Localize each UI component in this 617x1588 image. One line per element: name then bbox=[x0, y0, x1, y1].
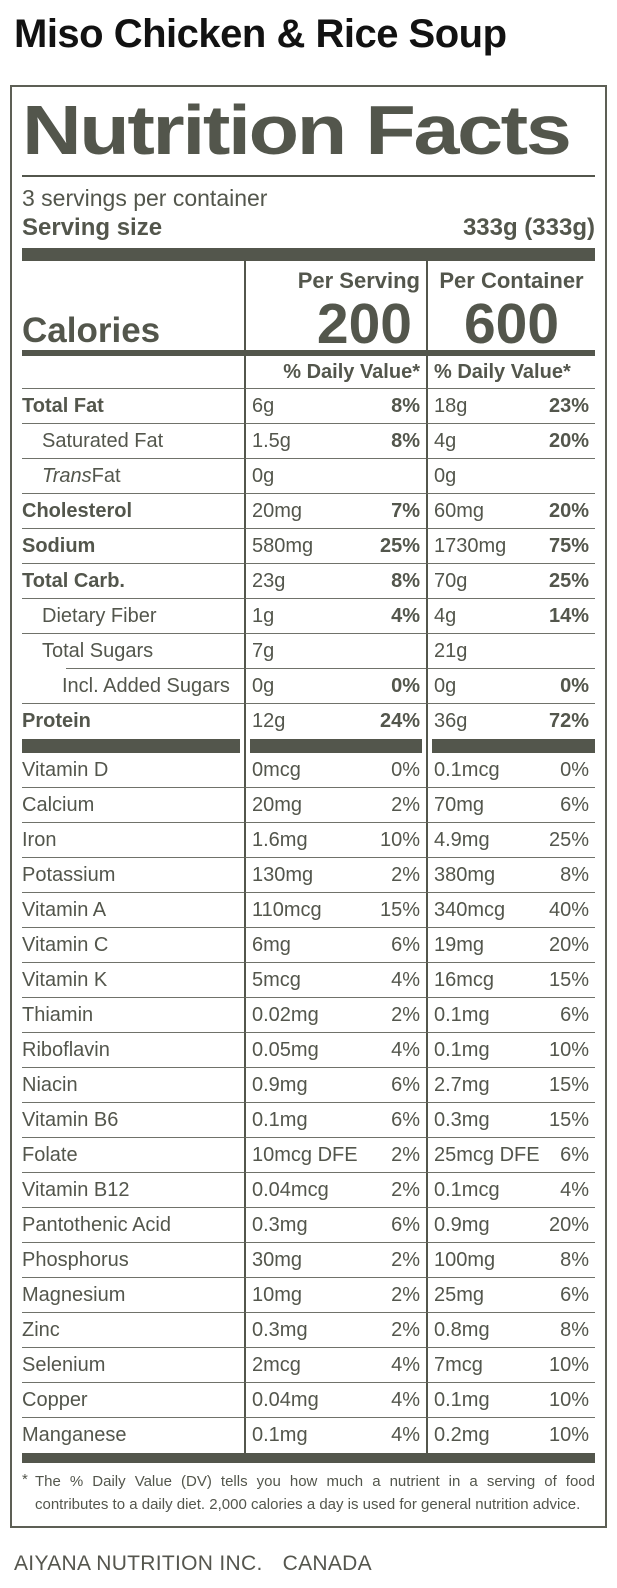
serving-size-value: 333g (333g) bbox=[462, 214, 595, 241]
per-serving-value-cell bbox=[244, 858, 426, 893]
per-serving-daily-value: 4% bbox=[391, 1353, 420, 1376]
per-serving-daily-value: 8% bbox=[391, 569, 420, 592]
nutrient-label: Calcium bbox=[22, 788, 244, 823]
per-serving-value-cell bbox=[244, 1383, 426, 1418]
per-serving-header: Per Serving bbox=[244, 261, 426, 296]
per-serving-amount: 580mg bbox=[252, 534, 314, 557]
per-container-daily-value: 0% bbox=[560, 758, 589, 781]
per-serving-daily-value: 2% bbox=[391, 793, 420, 816]
per-container-value-cell bbox=[426, 704, 595, 739]
nutrition-facts-heading: Nutrition Facts bbox=[22, 91, 570, 169]
per-serving-daily-value: 4% bbox=[391, 1038, 420, 1061]
per-container-amount: 0.8mg bbox=[434, 1318, 490, 1341]
per-container-amount: 0.1mg bbox=[434, 1038, 490, 1061]
per-container-daily-value: 25% bbox=[548, 569, 589, 592]
nutrient-label: Total Fat bbox=[22, 389, 244, 424]
per-serving-daily-value: 6% bbox=[391, 1108, 420, 1131]
per-serving-daily-value: 0% bbox=[391, 758, 420, 781]
nutrient-label: Iron bbox=[22, 823, 244, 858]
nutrient-label: Dietary Fiber bbox=[22, 599, 244, 634]
per-container-value-cell bbox=[426, 1278, 595, 1313]
per-serving-value-cell bbox=[244, 1348, 426, 1383]
per-serving-value-cell bbox=[244, 928, 426, 963]
per-container-amount: 4g bbox=[434, 429, 457, 452]
per-serving-value-cell bbox=[244, 424, 426, 459]
per-container-value-cell bbox=[426, 564, 595, 599]
nutrient-label: Cholesterol bbox=[22, 494, 244, 529]
per-container-amount: 7mcg bbox=[434, 1353, 483, 1376]
per-container-value-cell bbox=[426, 1383, 595, 1418]
per-container-daily-value: 10% bbox=[548, 1038, 589, 1061]
nutrient-label: Vitamin B6 bbox=[22, 1103, 244, 1138]
nutrient-label: Niacin bbox=[22, 1068, 244, 1103]
per-container-value-cell bbox=[426, 1138, 595, 1173]
per-serving-daily-value: 4% bbox=[391, 1424, 420, 1446]
nutrient-label: Potassium bbox=[22, 858, 244, 893]
calories-label-cell bbox=[22, 296, 244, 356]
per-container-value-cell bbox=[426, 1208, 595, 1243]
per-container-amount: 70mg bbox=[434, 793, 485, 816]
nutrient-label: Protein bbox=[22, 710, 91, 732]
per-container-daily-value: 8% bbox=[560, 1318, 589, 1341]
nutrient-label: Vitamin B12 bbox=[22, 1173, 244, 1208]
spacer-cell bbox=[22, 356, 244, 389]
per-serving-amount: 1.6mg bbox=[252, 828, 308, 851]
per-container-daily-value: 15% bbox=[548, 1073, 589, 1096]
per-container-amount: 0.1mcg bbox=[434, 1178, 500, 1201]
per-container-value-cell bbox=[426, 424, 595, 459]
per-container-value-cell bbox=[426, 1348, 595, 1383]
per-serving-amount: 0.9mg bbox=[252, 1073, 308, 1096]
per-serving-value-cell bbox=[244, 1243, 426, 1278]
per-container-daily-value: 4% bbox=[560, 1178, 589, 1201]
per-serving-amount: 0.3mg bbox=[252, 1213, 308, 1236]
per-serving-amount: 5mcg bbox=[252, 968, 301, 991]
per-container-daily-value: 6% bbox=[560, 1283, 589, 1306]
nutrient-label: Phosphorus bbox=[22, 1243, 244, 1278]
per-container-daily-value: 15% bbox=[548, 968, 589, 991]
per-container-amount: 25mcg DFE bbox=[434, 1143, 540, 1166]
per-container-amount: 0.3mg bbox=[434, 1108, 490, 1131]
per-container-daily-value: 25% bbox=[548, 828, 589, 851]
per-serving-amount: 0.05mg bbox=[252, 1038, 319, 1061]
per-serving-daily-value: 6% bbox=[391, 1213, 420, 1236]
manufacturer-name: AIYANA NUTRITION INC. bbox=[14, 1552, 263, 1575]
per-serving-value-cell bbox=[244, 1103, 426, 1138]
per-serving-value-cell bbox=[244, 599, 426, 634]
nutrient-label-italic: Trans bbox=[42, 464, 92, 487]
per-serving-daily-value: 4% bbox=[391, 968, 420, 991]
per-container-daily-value: 75% bbox=[548, 534, 589, 557]
per-container-value-cell bbox=[426, 494, 595, 529]
nutrient-label: Riboflavin bbox=[22, 1033, 244, 1068]
per-serving-value-cell bbox=[244, 893, 426, 928]
per-container-value-cell bbox=[426, 1173, 595, 1208]
per-container-daily-value: 72% bbox=[548, 710, 589, 732]
per-container-amount: 0.2mg bbox=[434, 1424, 490, 1446]
per-container-value-cell bbox=[426, 1103, 595, 1138]
daily-value-header-container: % Daily Value* bbox=[426, 356, 595, 389]
per-container-daily-value: 40% bbox=[548, 898, 589, 921]
per-container-daily-value: 0% bbox=[560, 674, 589, 697]
serving-size-row bbox=[22, 213, 595, 243]
per-serving-value-cell bbox=[244, 1033, 426, 1068]
per-container-amount: 1730mg bbox=[434, 534, 507, 557]
per-container-daily-value: 20% bbox=[548, 429, 589, 452]
per-container-amount: 340mcg bbox=[434, 898, 506, 921]
spacer-cell bbox=[22, 261, 244, 296]
per-serving-value-cell bbox=[244, 1208, 426, 1243]
per-serving-daily-value: 2% bbox=[391, 1178, 420, 1201]
per-container-daily-value: 20% bbox=[548, 933, 589, 956]
thick-divider-mid bbox=[426, 739, 595, 753]
per-serving-daily-value: 0% bbox=[391, 674, 420, 697]
per-container-value-cell bbox=[426, 669, 595, 704]
per-serving-amount: 6g bbox=[252, 394, 275, 417]
per-container-daily-value: 20% bbox=[548, 499, 589, 522]
per-serving-amount: 0mcg bbox=[252, 758, 301, 781]
per-container-value-cell bbox=[426, 998, 595, 1033]
per-serving-daily-value: 25% bbox=[379, 534, 420, 557]
per-container-daily-value: 20% bbox=[548, 1213, 589, 1236]
nutrient-label: Zinc bbox=[22, 1313, 244, 1348]
per-serving-amount: 0.04mcg bbox=[252, 1178, 329, 1201]
per-serving-amount: 1g bbox=[252, 604, 275, 627]
per-container-daily-value: 8% bbox=[560, 863, 589, 886]
per-container-amount: 0g bbox=[434, 674, 457, 697]
per-container-amount: 0.9mg bbox=[434, 1213, 490, 1236]
per-container-amount: 60mg bbox=[434, 499, 485, 522]
per-container-value-cell bbox=[426, 928, 595, 963]
per-serving-daily-value: 2% bbox=[391, 1283, 420, 1306]
per-container-value-cell bbox=[426, 753, 595, 788]
per-container-value-cell bbox=[426, 823, 595, 858]
per-serving-value-cell bbox=[244, 1418, 426, 1453]
per-container-value-cell bbox=[426, 858, 595, 893]
per-container-value-cell bbox=[426, 788, 595, 823]
per-serving-daily-value: 2% bbox=[391, 1318, 420, 1341]
nutrient-label: Total Sugars bbox=[22, 634, 244, 669]
per-serving-amount: 0g bbox=[252, 674, 275, 697]
per-container-daily-value: 6% bbox=[560, 793, 589, 816]
per-container-amount: 380mg bbox=[434, 863, 496, 886]
footnote-text: The % Daily Value (DV) tells you how much a nutrient in a serving of food contributes to a daily diet. 2,000 calories a day is used for general nutrition advice. bbox=[35, 1473, 595, 1513]
thick-divider-bottom bbox=[22, 1453, 595, 1463]
per-serving-value-cell bbox=[244, 704, 426, 739]
per-serving-daily-value: 8% bbox=[391, 429, 420, 452]
per-container-daily-value: 15% bbox=[548, 1108, 589, 1131]
per-serving-amount: 12g bbox=[252, 710, 286, 732]
per-serving-amount: 0.04mg bbox=[252, 1388, 319, 1411]
per-serving-value-cell bbox=[244, 529, 426, 564]
per-container-value-cell bbox=[426, 1313, 595, 1348]
nutrient-label: Vitamin A bbox=[22, 893, 244, 928]
per-container-amount: 36g bbox=[434, 710, 468, 732]
daily-value-header-serving: % Daily Value* bbox=[244, 356, 426, 389]
product-title: Miso Chicken & Rice Soup bbox=[14, 12, 507, 56]
nutrient-label: Incl. Added Sugars bbox=[22, 669, 244, 704]
serving-size-label: Serving size bbox=[22, 214, 163, 241]
per-container-value-cell bbox=[426, 893, 595, 928]
nutrient-label: Thiamin bbox=[22, 998, 244, 1033]
nutrient-label: Folate bbox=[22, 1138, 244, 1173]
per-serving-daily-value: 8% bbox=[391, 394, 420, 417]
nutrient-label: Sodium bbox=[22, 529, 244, 564]
daily-value-footnote bbox=[22, 1463, 595, 1516]
per-serving-amount: 20mg bbox=[252, 499, 303, 522]
per-serving-amount: 30mg bbox=[252, 1248, 303, 1271]
per-serving-amount: 0.3mg bbox=[252, 1318, 308, 1341]
per-container-amount: 2.7mg bbox=[434, 1073, 490, 1096]
manufacturer-country: CANADA bbox=[282, 1552, 372, 1575]
per-container-value-cell bbox=[426, 963, 595, 998]
calories-per-serving: 200 bbox=[244, 296, 426, 356]
per-serving-amount: 0.1mg bbox=[252, 1108, 308, 1131]
per-serving-daily-value: 15% bbox=[379, 898, 420, 921]
per-serving-daily-value: 2% bbox=[391, 1143, 420, 1166]
per-container-header: Per Container bbox=[426, 261, 595, 296]
per-container-value-cell bbox=[426, 389, 595, 424]
thick-divider-top bbox=[22, 248, 595, 261]
calories-per-container: 600 bbox=[426, 296, 595, 356]
nutrient-label: Vitamin C bbox=[22, 928, 244, 963]
per-serving-value-cell bbox=[244, 389, 426, 424]
heading-divider bbox=[22, 175, 595, 177]
per-container-daily-value: 23% bbox=[548, 394, 589, 417]
per-serving-value-cell bbox=[244, 753, 426, 788]
per-container-amount: 16mcg bbox=[434, 968, 495, 991]
calories-label: Calories bbox=[22, 311, 161, 350]
per-container-value-cell bbox=[426, 529, 595, 564]
per-container-value-cell bbox=[426, 459, 595, 494]
per-container-amount: 4g bbox=[434, 604, 457, 627]
per-serving-value-cell bbox=[244, 459, 426, 494]
per-container-daily-value: 6% bbox=[560, 1143, 589, 1166]
per-container-daily-value: 6% bbox=[560, 1003, 589, 1026]
per-container-amount: 0.1mg bbox=[434, 1003, 490, 1026]
per-container-value-cell bbox=[426, 1418, 595, 1453]
per-container-value-cell bbox=[426, 1243, 595, 1278]
nutrient-label: Trans Fat bbox=[22, 459, 244, 494]
nutrient-table bbox=[22, 261, 595, 1453]
per-serving-daily-value: 6% bbox=[391, 1073, 420, 1096]
per-serving-value-cell bbox=[244, 494, 426, 529]
per-container-value-cell bbox=[426, 1033, 595, 1068]
per-container-value-cell bbox=[426, 599, 595, 634]
per-container-daily-value: 10% bbox=[548, 1353, 589, 1376]
per-serving-amount: 1.5g bbox=[252, 429, 291, 452]
servings-per-container: 3 servings per container bbox=[22, 185, 268, 211]
per-container-amount: 70g bbox=[434, 569, 468, 592]
per-container-daily-value: 14% bbox=[548, 604, 589, 627]
per-serving-daily-value: 7% bbox=[391, 499, 420, 522]
nutrient-label: Copper bbox=[22, 1383, 244, 1418]
per-serving-amount: 7g bbox=[252, 639, 275, 662]
per-container-amount: 4.9mg bbox=[434, 828, 490, 851]
per-serving-value-cell bbox=[244, 963, 426, 998]
per-serving-value-cell bbox=[244, 823, 426, 858]
per-serving-amount: 110mcg bbox=[252, 898, 322, 921]
per-container-value-cell bbox=[426, 634, 595, 669]
thick-divider-mid bbox=[22, 739, 244, 753]
per-container-amount: 100mg bbox=[434, 1248, 496, 1271]
per-serving-amount: 10mcg DFE bbox=[252, 1143, 358, 1166]
per-serving-value-cell bbox=[244, 634, 426, 669]
per-container-amount: 18g bbox=[434, 394, 468, 417]
per-serving-daily-value: 2% bbox=[391, 863, 420, 886]
per-serving-value-cell bbox=[244, 1068, 426, 1103]
per-container-amount: 0.1mg bbox=[434, 1388, 490, 1411]
per-serving-amount: 2mcg bbox=[252, 1353, 301, 1376]
thick-divider-mid bbox=[244, 739, 426, 753]
per-serving-daily-value: 4% bbox=[391, 1388, 420, 1411]
per-serving-value-cell bbox=[244, 1138, 426, 1173]
per-serving-amount: 20mg bbox=[252, 793, 303, 816]
per-container-amount: 21g bbox=[434, 639, 468, 662]
per-serving-amount: 10mg bbox=[252, 1283, 303, 1306]
nutrition-facts-panel bbox=[10, 85, 607, 1528]
nutrient-label: Vitamin D bbox=[22, 753, 244, 788]
per-serving-daily-value: 2% bbox=[391, 1003, 420, 1026]
per-container-daily-value: 8% bbox=[560, 1248, 589, 1271]
nutrient-label: Manganese bbox=[22, 1424, 127, 1446]
per-container-amount: 0g bbox=[434, 464, 457, 487]
per-serving-value-cell bbox=[244, 1313, 426, 1348]
per-container-amount: 25mg bbox=[434, 1283, 485, 1306]
per-serving-daily-value: 6% bbox=[391, 933, 420, 956]
nutrient-label: Saturated Fat bbox=[22, 424, 244, 459]
nutrient-label: Selenium bbox=[22, 1348, 244, 1383]
per-container-amount: 0.1mcg bbox=[434, 758, 500, 781]
nutrient-label: Pantothenic Acid bbox=[22, 1208, 244, 1243]
per-serving-amount: 0g bbox=[252, 464, 275, 487]
per-container-value-cell bbox=[426, 1068, 595, 1103]
per-container-amount: 19mg bbox=[434, 933, 485, 956]
per-serving-daily-value: 4% bbox=[391, 604, 420, 627]
nutrient-label: Magnesium bbox=[22, 1278, 244, 1313]
per-serving-value-cell bbox=[244, 788, 426, 823]
per-serving-value-cell bbox=[244, 669, 426, 704]
nutrient-label: Total Carb. bbox=[22, 564, 244, 599]
manufacturer-line bbox=[14, 1552, 617, 1576]
per-serving-value-cell bbox=[244, 1278, 426, 1313]
per-serving-value-cell bbox=[244, 1173, 426, 1208]
per-serving-amount: 6mg bbox=[252, 933, 291, 956]
per-serving-amount: 130mg bbox=[252, 863, 314, 886]
per-container-daily-value: 10% bbox=[548, 1424, 589, 1446]
nutrient-label: Vitamin K bbox=[22, 963, 244, 998]
per-serving-value-cell bbox=[244, 998, 426, 1033]
per-serving-amount: 0.02mg bbox=[252, 1003, 319, 1026]
footnote-asterisk: * bbox=[22, 1471, 28, 1488]
per-serving-amount: 23g bbox=[252, 569, 286, 592]
per-serving-value-cell bbox=[244, 564, 426, 599]
per-serving-daily-value: 24% bbox=[379, 710, 420, 732]
per-container-daily-value: 10% bbox=[548, 1388, 589, 1411]
per-serving-daily-value: 2% bbox=[391, 1248, 420, 1271]
per-serving-daily-value: 10% bbox=[379, 828, 420, 851]
per-serving-amount: 0.1mg bbox=[252, 1424, 308, 1446]
